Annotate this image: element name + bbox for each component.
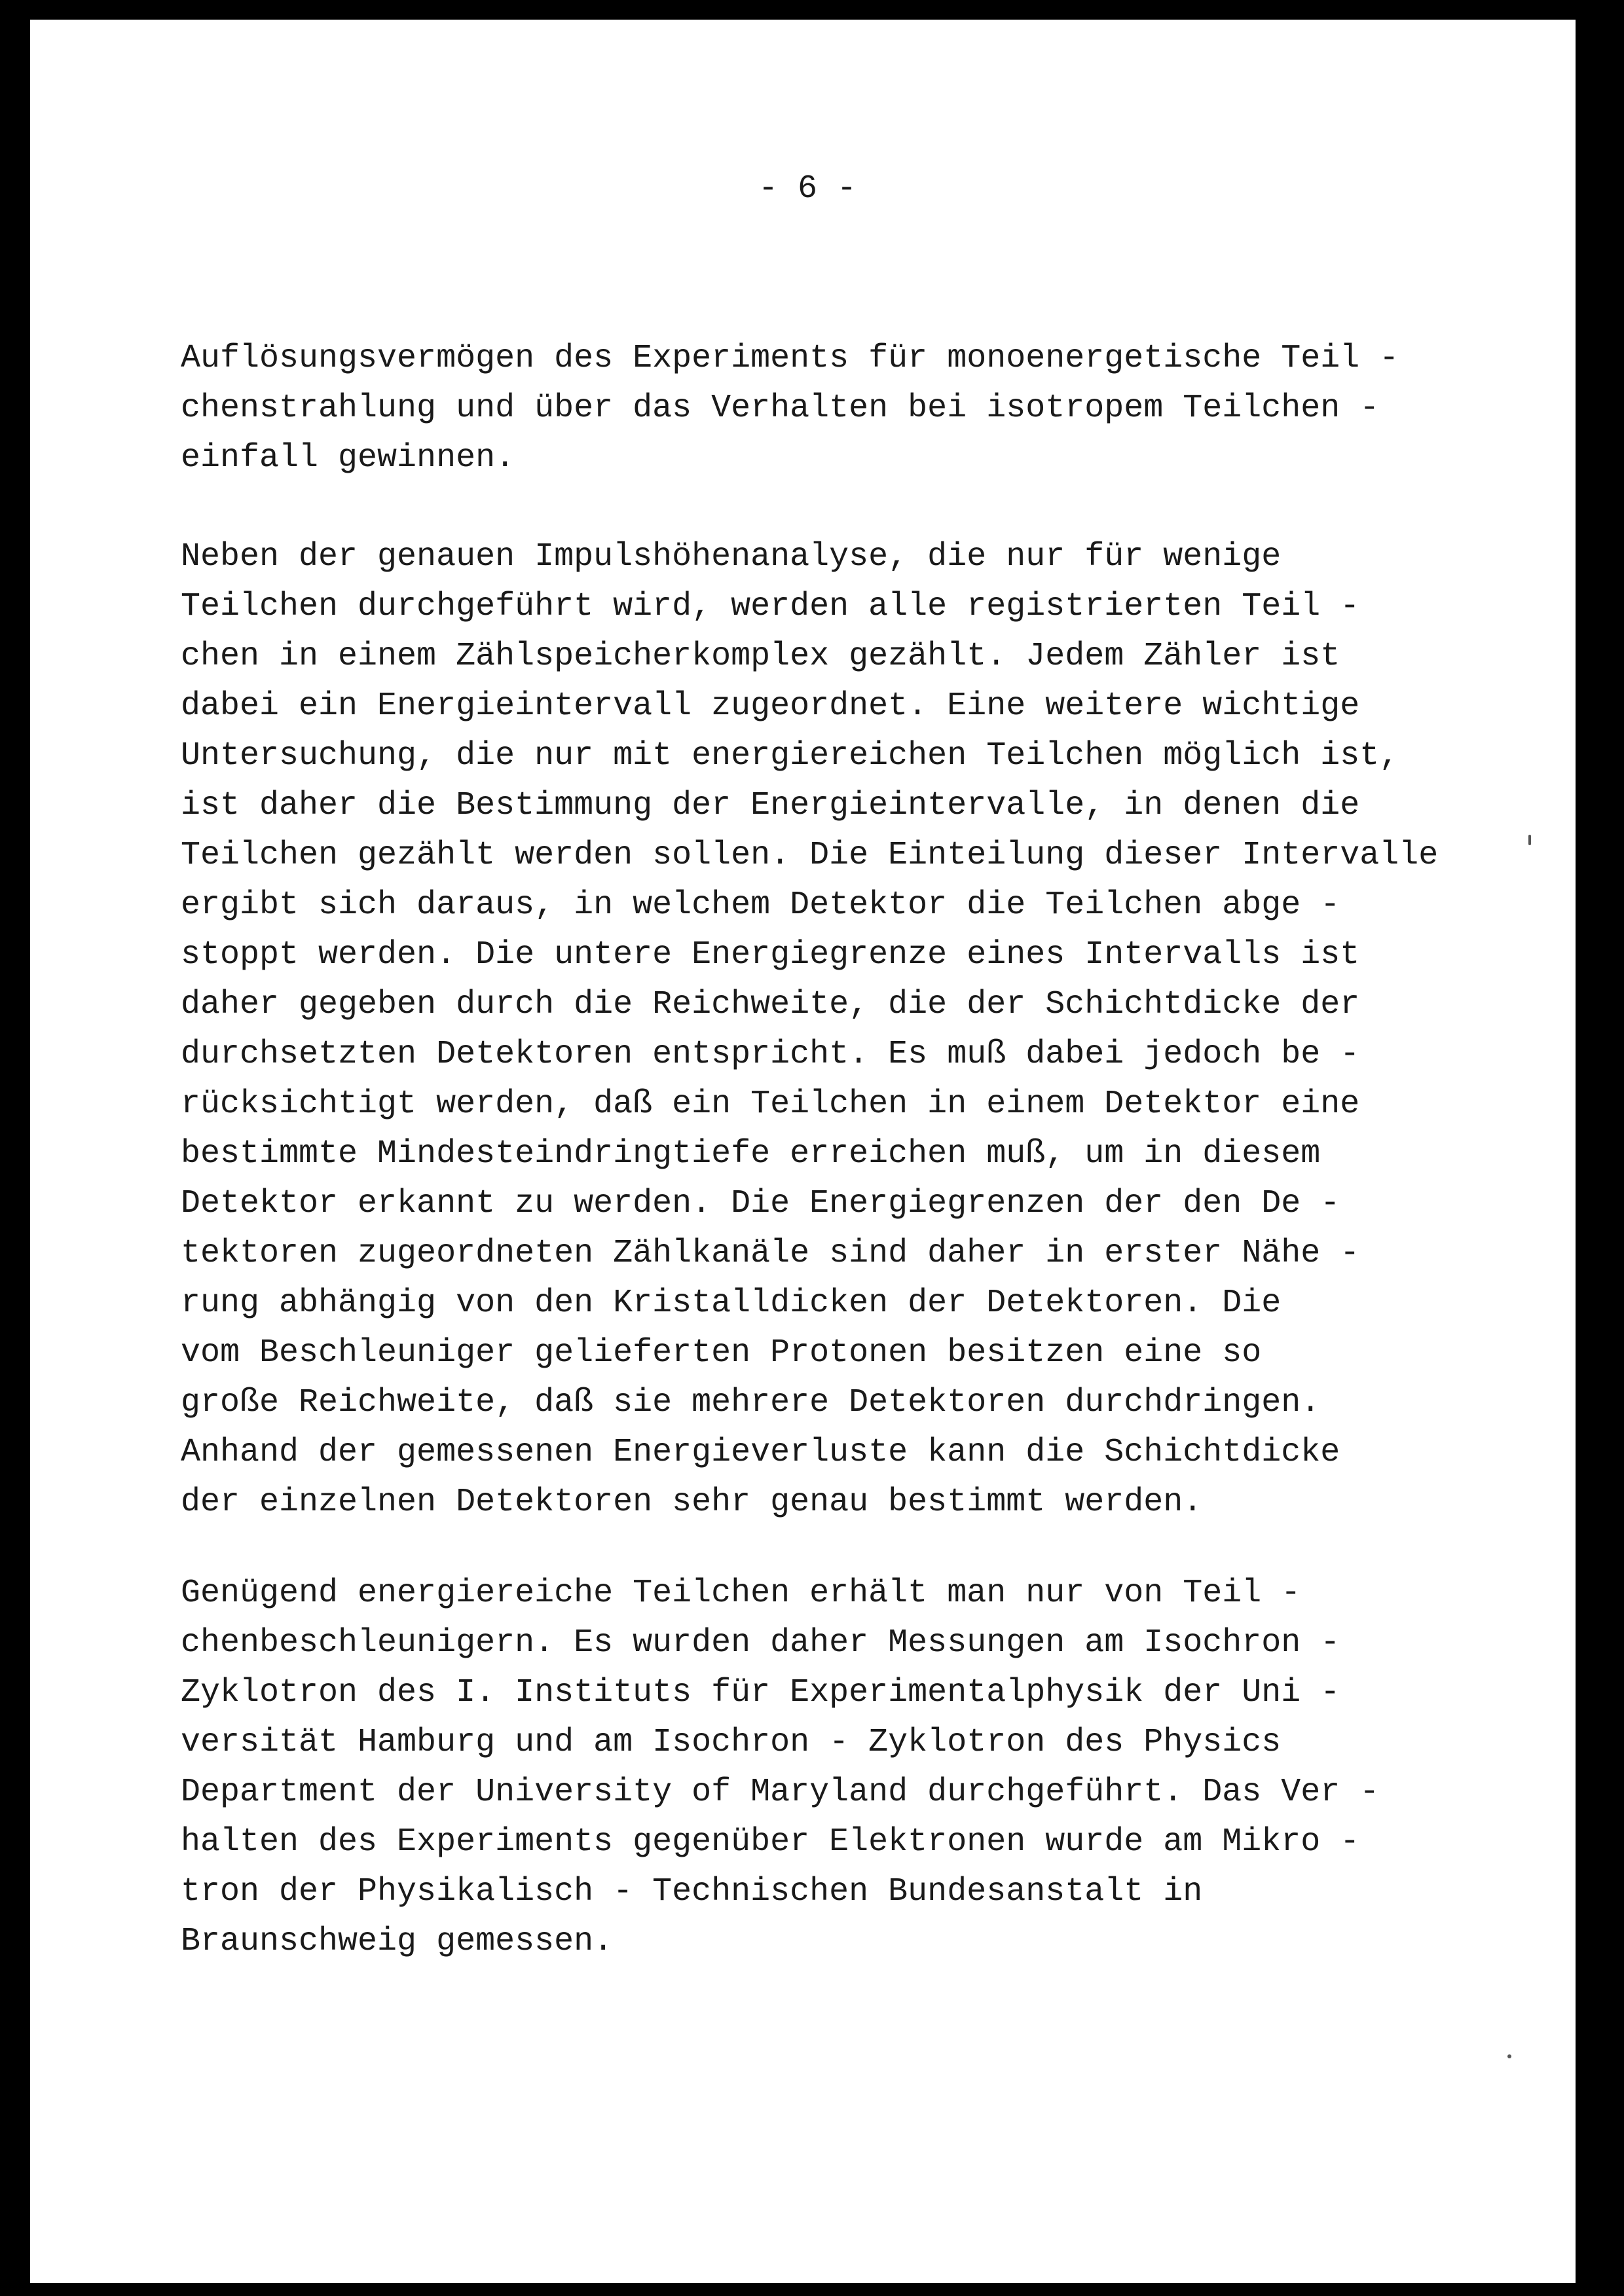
- text-line: rung abhängig von den Kristalldicken der Detektoren. Die: [181, 1285, 1282, 1322]
- text-line: Braunschweig gemessen.: [181, 1923, 614, 1960]
- scan-speck: [1507, 2054, 1511, 2058]
- scan-speck: [1528, 835, 1531, 845]
- text-line: einfall gewinnen.: [181, 439, 515, 477]
- text-line: der einzelnen Detektoren sehr genau bestimmt werden.: [181, 1484, 1203, 1521]
- text-line: Neben der genauen Impulshöhenanalyse, die nur für wenige: [181, 538, 1282, 575]
- text-line: dabei ein Energieintervall zugeordnet. Eine weitere wichtige: [181, 687, 1360, 725]
- page-right-edge: [1576, 20, 1585, 2283]
- text-line: Detektor erkannt zu werden. Die Energiegrenzen der den De -: [181, 1185, 1340, 1222]
- text-line: chenbeschleunigern. Es wurden daher Messungen am Isochron -: [181, 1624, 1340, 1662]
- text-line: tektoren zugeordneten Zählkanäle sind daher in erster Nähe -: [181, 1235, 1360, 1272]
- text-line: ist daher die Bestimmung der Energieintervalle, in denen die: [181, 787, 1360, 824]
- text-line: chenstrahlung und über das Verhalten bei isotropem Teilchen -: [181, 390, 1380, 427]
- text-line: Teilchen durchgeführt wird, werden alle registrierten Teil -: [181, 588, 1360, 625]
- text-line: stoppt werden. Die untere Energiegrenze eines Intervalls ist: [181, 936, 1360, 974]
- text-line: bestimmte Mindesteindringtiefe erreichen muß, um in diesem: [181, 1135, 1321, 1173]
- text-line: versität Hamburg und am Isochron - Zyklotron des Physics: [181, 1724, 1282, 1761]
- text-line: rücksichtigt werden, daß ein Teilchen in einem Detektor eine: [181, 1085, 1360, 1123]
- text-line: tron der Physikalisch - Technischen Bundesanstalt in: [181, 1873, 1203, 1910]
- text-line: durchsetzten Detektoren entspricht. Es muß dabei jedoch be -: [181, 1036, 1360, 1073]
- text-line: Untersuchung, die nur mit energiereichen Teilchen möglich ist,: [181, 737, 1399, 774]
- text-line: Genügend energiereiche Teilchen erhält man nur von Teil -: [181, 1575, 1301, 1612]
- text-line: Department der University of Maryland durchgeführt. Das Ver -: [181, 1774, 1380, 1811]
- text-line: daher gegeben durch die Reichweite, die der Schichtdicke der: [181, 986, 1360, 1023]
- text-line: halten des Experiments gegenüber Elektronen wurde am Mikro -: [181, 1823, 1360, 1861]
- document-page: [30, 20, 1585, 2283]
- paragraph-1: [181, 334, 1517, 483]
- text-line: große Reichweite, daß sie mehrere Detektoren durchdringen.: [181, 1384, 1321, 1421]
- text-line: Auflösungsvermögen des Experiments für monoenergetische Teil -: [181, 340, 1399, 377]
- text-line: chen in einem Zählspeicherkomplex gezählt. Jedem Zähler ist: [181, 638, 1340, 675]
- paragraph-3: [181, 1569, 1517, 1967]
- text-line: Anhand der gemessenen Energieverluste kann die Schichtdicke: [181, 1434, 1340, 1471]
- page-number: - 6 -: [758, 170, 857, 208]
- paragraph-2: [181, 532, 1517, 1527]
- text-line: ergibt sich daraus, in welchem Detektor die Teilchen abge -: [181, 886, 1340, 924]
- text-line: Teilchen gezählt werden sollen. Die Einteilung dieser Intervalle: [181, 837, 1439, 874]
- text-line: Zyklotron des I. Instituts für Experimentalphysik der Uni -: [181, 1674, 1340, 1711]
- text-line: vom Beschleuniger gelieferten Protonen besitzen eine so: [181, 1334, 1262, 1372]
